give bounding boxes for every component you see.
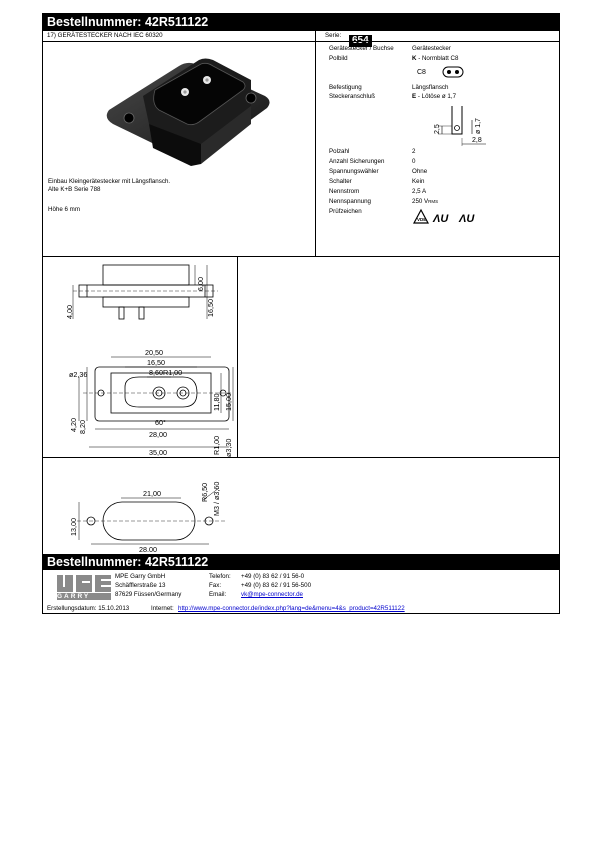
dim-front-8-20: 8,20 [78, 420, 87, 434]
email-link[interactable]: vk@mpe-connector.de [241, 591, 303, 598]
spec-anschluss-label: Steckeranschluß [329, 93, 376, 100]
svg-text:ɅU: ɅU [433, 213, 449, 225]
dim-front-20-50: 20,50 [145, 348, 163, 357]
dim-front-15-00: 15,00 [224, 393, 233, 411]
certification-marks [412, 208, 490, 226]
spec-polbild-label: Polbild [329, 55, 348, 62]
dim-front-hole-dia: ø2,36 [69, 370, 88, 379]
spec-geraet-label: Gerätestecker / Buchse [329, 45, 394, 52]
header-bar [43, 14, 559, 31]
spec-polzahl-label: Polzahl [329, 148, 350, 155]
desc-height: Höhe 6 mm [48, 206, 80, 213]
fax-label: Fax: [209, 582, 222, 589]
dim-front-r1: R1,00 [212, 435, 221, 455]
vde-mark-icon [414, 210, 428, 223]
logo-text: GARRY [57, 593, 91, 600]
cutout-dim-hole: M3 / ø3,60 [212, 481, 221, 516]
fax-value: +49 (0) 83 62 / 91 56-500 [241, 582, 312, 589]
serie-label: Serie: [325, 32, 342, 39]
ul-recognized-mark-icon [432, 213, 449, 225]
internet-label: Internet: [151, 605, 174, 612]
anschluss-letter: E [412, 93, 417, 100]
dim-front-16-50: 16,50 [147, 358, 165, 367]
lug-dim-width: 2,8 [472, 137, 482, 144]
ul-recognized-mark-2-icon [458, 213, 475, 225]
dim-side-height: 4,00 [65, 305, 74, 319]
technical-drawing-1 [43, 257, 237, 457]
spec-pruefzeichen-label: Prüfzeichen [329, 208, 362, 215]
cutout-dim-28: 28,00 [139, 545, 157, 552]
divider [43, 41, 559, 42]
spec-schalter-value: Kein [412, 178, 425, 185]
datasheet [42, 13, 560, 614]
cutout-dim-13: 13,00 [69, 518, 78, 536]
dim-front-radius: R1,00 [163, 368, 183, 377]
nennspannung-text: 250 V [412, 198, 429, 205]
footer-bar [43, 554, 559, 570]
anschluss-text: - Lötöse ø 1,7 [416, 93, 457, 100]
subtitle: 17) GERÄTESTECKER NACH IEC 60320 [47, 32, 163, 39]
lug-dim-dia: ø 1,7 [475, 118, 482, 134]
created-date: Erstellungsdatum: 15.10.2013 [47, 605, 130, 612]
spec-polzahl-value: 2 [412, 148, 416, 155]
spec-nennspannung-label: Nennspannung [329, 198, 371, 205]
spec-sicherungen-label: Anzahl Sicherungen [329, 158, 385, 165]
spec-nennstrom-label: Nennstrom [329, 188, 360, 195]
spec-befestigung-label: Befestigung [329, 84, 362, 91]
tel-label: Telefon: [209, 573, 231, 580]
spec-befestigung-value: Längsflansch [412, 84, 449, 91]
technical-drawing-2 [43, 458, 237, 552]
company-city: 87629 Füssen/Germany [115, 591, 182, 598]
spec-spannungswaehler-value: Ohne [412, 168, 428, 175]
polbild-text: - Normblatt C8 [416, 55, 459, 62]
c8-socket-icon [442, 66, 464, 78]
nennspannung-sub: RMS [428, 199, 439, 204]
spec-geraet-value: Gerätestecker [412, 45, 451, 52]
dim-front-3-30: ø3,30 [224, 438, 233, 457]
lug-dim-height: 2,5 [434, 124, 441, 134]
spec-polbild-value [412, 55, 458, 63]
dim-side-total: 16,50 [206, 299, 215, 317]
column-divider [315, 31, 316, 257]
spec-nennstrom-value: 2,5 A [412, 188, 427, 195]
internet-link[interactable]: http://www.mpe-connector.de/index.php?lang=de&menu=4&s_product=42R511122 [178, 605, 405, 612]
email-label: Email: [209, 591, 227, 598]
svg-text:ɅU: ɅU [459, 213, 475, 225]
product-photo [101, 48, 276, 173]
serie-value: 654 [349, 35, 372, 47]
dim-front-4-20: 4,20 [69, 418, 78, 432]
header-order-number: 42R511122 [144, 15, 209, 29]
dim-front-11-80: 11,80 [212, 393, 221, 411]
dim-front-28-00: 28,00 [149, 430, 167, 439]
cutout-dim-21: 21,00 [143, 489, 161, 498]
dim-side-body: 6,00 [196, 277, 205, 291]
company-name: MPE Garry GmbH [115, 573, 166, 580]
dim-front-angle: 60° [155, 418, 166, 427]
header-order-label: Bestellnummer: [47, 15, 142, 29]
desc-line1: Einbau Kleingerätestecker mit Längsflansch. [48, 178, 171, 185]
spec-nennspannung-value [412, 198, 438, 206]
polbild-symbol: C8 [417, 69, 426, 76]
column-divider [237, 256, 238, 457]
solder-lug-drawing [428, 100, 498, 150]
spec-sicherungen-value: 0 [412, 158, 416, 165]
footer-order-label: Bestellnummer: [47, 555, 142, 569]
dim-front-35-00: 35,00 [149, 448, 167, 457]
dim-front-pitch: 8,60 [149, 368, 163, 377]
tel-value: +49 (0) 83 62 / 91 56-0 [241, 573, 305, 580]
company-street: Schäfflerstraße 13 [115, 582, 166, 589]
spec-spannungswaehler-label: Spannungswähler [329, 168, 379, 175]
desc-line2: Alte K+B Serie 788 [48, 186, 101, 193]
footer-order-number: 42R511122 [144, 555, 209, 569]
cutout-dim-radius: R6,50 [200, 482, 209, 502]
spec-schalter-label: Schalter [329, 178, 352, 185]
svg-text:VDE: VDE [417, 217, 427, 222]
polbild-letter: K [412, 55, 417, 62]
